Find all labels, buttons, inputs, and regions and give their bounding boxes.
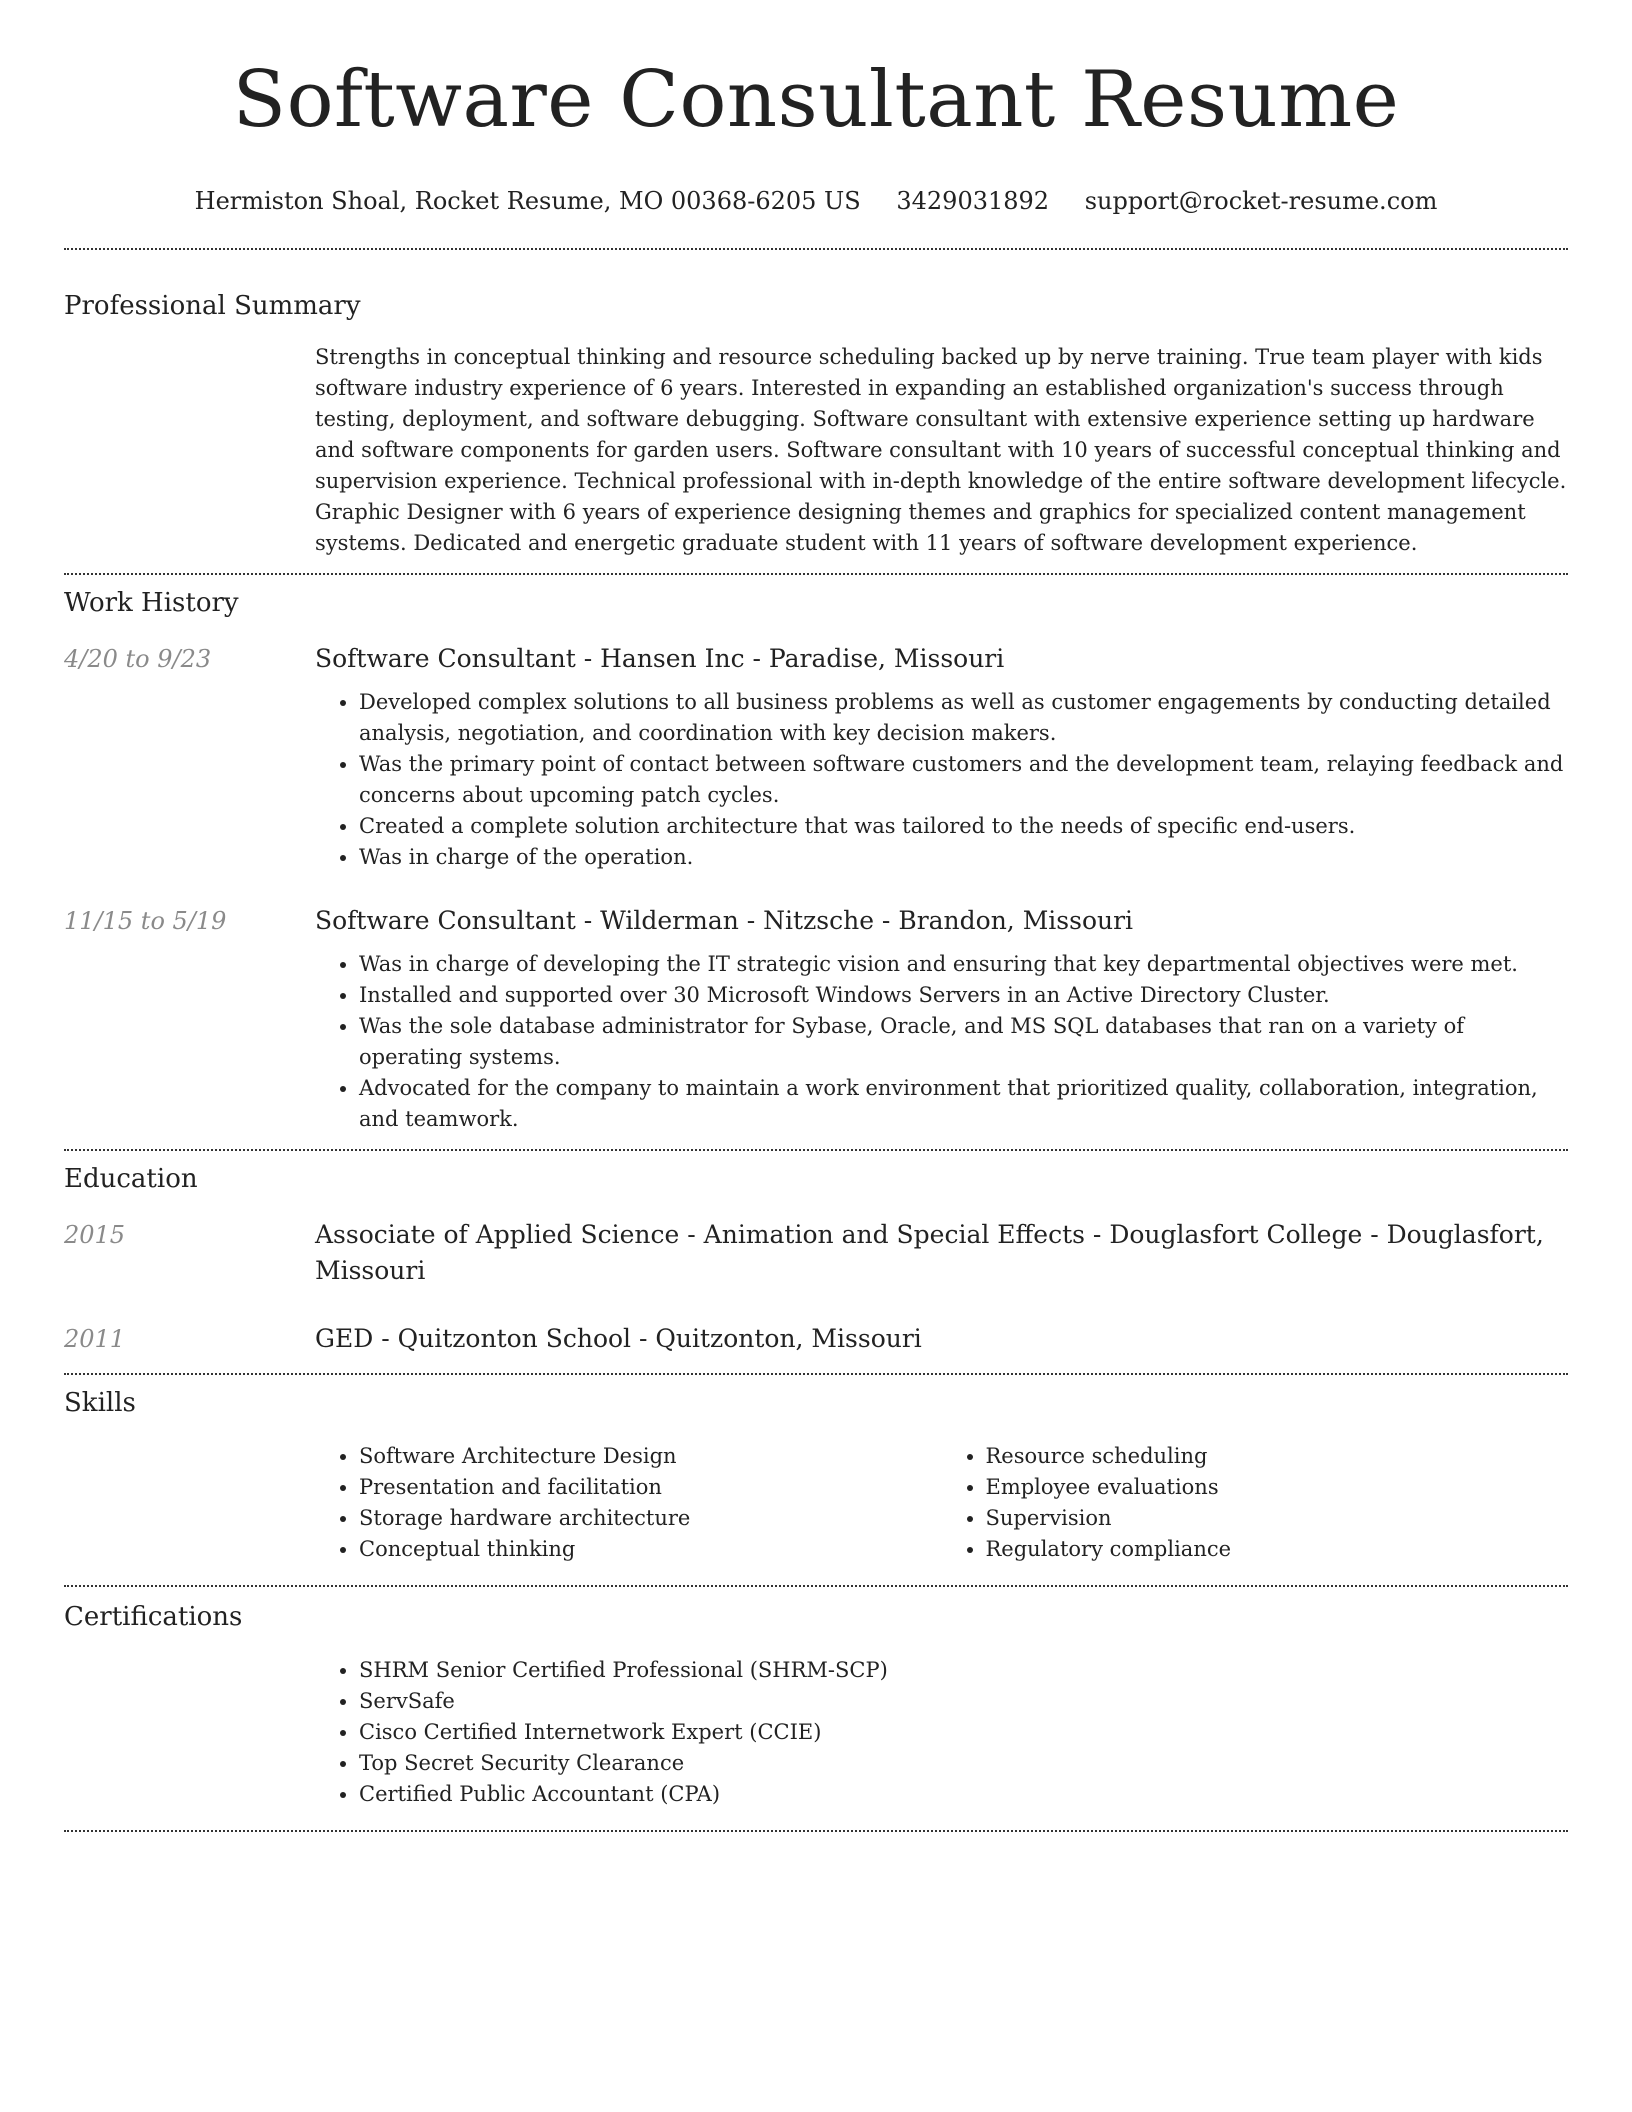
education-degree: GED [315, 1324, 374, 1353]
job-entry [64, 641, 1568, 873]
job-position: Software Consultant - Wilderman - Nitzsche - Brandon, Missouri [315, 906, 1134, 935]
job-dates: 11/15 to 5/19 [64, 907, 227, 935]
list-item: • Cisco Certified Internetwork Expert (CCIE) [359, 1717, 1568, 1748]
list-item: • Employee evaluations [986, 1472, 1569, 1503]
job-position: Software Consultant - Hansen Inc - Paradise, Missouri [315, 644, 1005, 673]
resume-page [64, 0, 1568, 1832]
list-item: • Resource scheduling [986, 1441, 1569, 1472]
section-title-certifications: Certifications [64, 1602, 243, 1632]
list-item: • Software Architecture Design [359, 1441, 942, 1472]
list-item: • Created a complete solution architecture that was tailored to the needs of specific end-users. [359, 811, 1568, 842]
education-school: - Douglasfort College - Douglasfort, Missouri [315, 1220, 1544, 1285]
section-title-skills: Skills [64, 1388, 136, 1418]
section-divider [64, 1830, 1568, 1832]
certifications-block [315, 1655, 1568, 1810]
contact-phone: 3429031892 [896, 187, 1050, 215]
list-item: • Supervision [986, 1503, 1569, 1534]
contact-line [64, 186, 1568, 216]
education-details [315, 1217, 1568, 1289]
certifications-list [315, 1655, 1568, 1810]
section-divider [64, 1585, 1568, 1587]
list-item: • Was the primary point of contact between software customers and the development team, relaying feedback and concerns about upcoming patch cycles. [359, 749, 1568, 811]
education-year: 2015 [64, 1221, 126, 1249]
education-year: 2011 [64, 1325, 126, 1353]
section-divider [64, 248, 1568, 250]
skills-list-right [942, 1441, 1569, 1565]
list-item: • Conceptual thinking [359, 1534, 942, 1565]
list-item: • SHRM Senior Certified Professional (SHRM-SCP) [359, 1655, 1568, 1686]
job-dates: 4/20 to 9/23 [64, 645, 212, 673]
job-entry [64, 903, 1568, 1135]
job-bullets [315, 949, 1568, 1135]
contact-email: support@rocket-resume.com [1084, 187, 1438, 215]
contact-address: Hermiston Shoal, Rocket Resume, MO 00368-6205 US [194, 187, 861, 215]
list-item: • Top Secret Security Clearance [359, 1748, 1568, 1779]
list-item: • ServSafe [359, 1686, 1568, 1717]
skills-list-left [315, 1441, 942, 1565]
education-details [315, 1321, 1568, 1357]
job-bullets [315, 687, 1568, 873]
section-title-summary: Professional Summary [64, 291, 361, 321]
section-divider [64, 1149, 1568, 1151]
summary-text: Strengths in conceptual thinking and resource scheduling backed up by nerve training. True team player with kids software industry experience of 6 years. Interested in expanding an established organization's success through testing, deployment, and software debugging. Software consultant with extensive experience setting up hardware and software components for garden users. Software consultant with 10 years of successful conceptual thinking and supervision experience. Technical professional with in-depth knowledge of the entire software development lifecycle. Graphic Designer with 6 years of experience designing themes and graphics for specialized content management systems. Dedicated and energetic graduate student with 11 years of software development experience. [315, 345, 1567, 555]
section-title-work-history: Work History [64, 588, 239, 618]
list-item: • Regulatory compliance [986, 1534, 1569, 1565]
list-item: • Presentation and facilitation [359, 1472, 942, 1503]
list-item: • Installed and supported over 30 Microsoft Windows Servers in an Active Directory Cluster. [359, 980, 1568, 1011]
education-entry [64, 1321, 1568, 1357]
list-item: • Certified Public Accountant (CPA) [359, 1779, 1568, 1810]
list-item: • Was the sole database administrator for Sybase, Oracle, and MS SQL databases that ran on a variety of operating systems. [359, 1011, 1568, 1073]
education-entry [64, 1217, 1568, 1289]
section-divider [64, 1373, 1568, 1375]
list-item: • Storage hardware architecture [359, 1503, 942, 1534]
list-item: • Advocated for the company to maintain a work environment that prioritized quality, collaboration, integration, and teamwork. [359, 1073, 1568, 1135]
skills-columns [315, 1441, 1568, 1565]
list-item: • Developed complex solutions to all business problems as well as customer engagements by conducting detailed analysis, negotiation, and coordination with key decision makers. [359, 687, 1568, 749]
education-school: - Quitzonton School - Quitzonton, Missouri [373, 1324, 922, 1353]
list-item: • Was in charge of the operation. [359, 842, 1568, 873]
list-item: • Was in charge of developing the IT strategic vision and ensuring that key departmental objectives were met. [359, 949, 1568, 980]
section-title-education: Education [64, 1164, 198, 1194]
resume-title: Software Consultant Resume [232, 55, 1400, 145]
education-degree: Associate of Applied Science - Animation and Special Effects [315, 1220, 1085, 1249]
section-divider [64, 573, 1568, 575]
